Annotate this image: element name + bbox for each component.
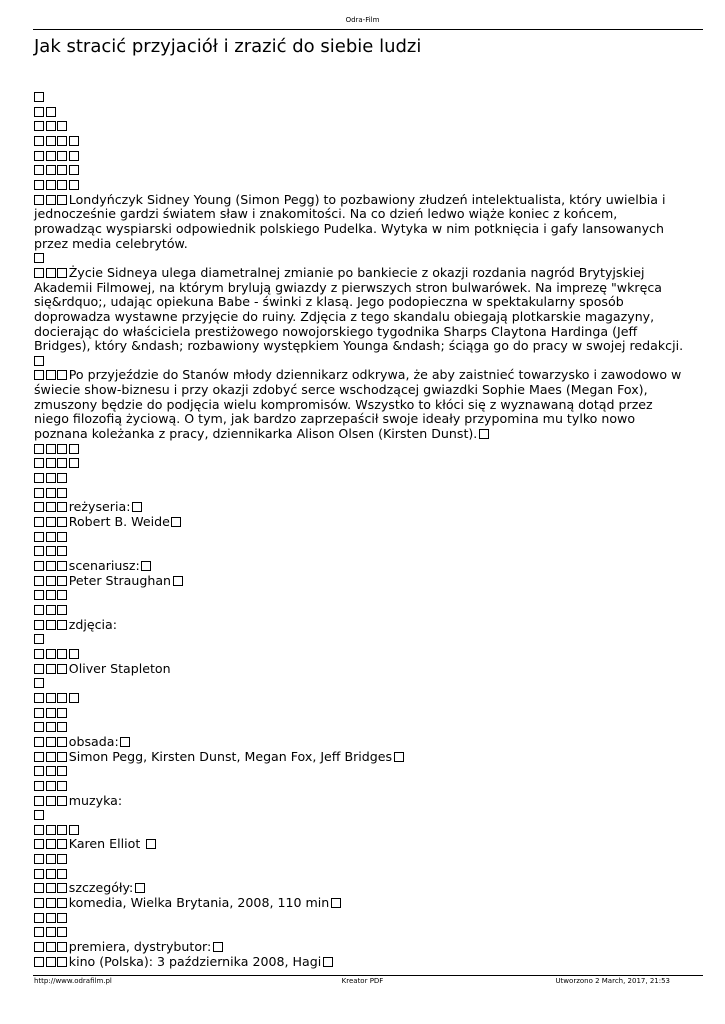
- missing-glyph-box: [57, 839, 67, 849]
- missing-glyph-box: [57, 517, 67, 527]
- missing-glyph-box: [46, 957, 56, 967]
- missing-glyph-box: [34, 576, 44, 586]
- missing-glyph-box: [57, 737, 67, 747]
- text-line: [34, 603, 684, 618]
- text-line: [34, 779, 684, 794]
- line-text: muzyka:: [68, 792, 123, 808]
- missing-glyph-box: [46, 473, 56, 483]
- missing-glyph-box: [34, 913, 44, 923]
- missing-glyph-box: [46, 796, 56, 806]
- missing-glyph-box: [34, 883, 44, 893]
- missing-glyph-box: [46, 517, 56, 527]
- missing-glyph-box: [34, 796, 44, 806]
- missing-glyph-box: [323, 957, 333, 967]
- missing-glyph-box: [57, 444, 67, 454]
- text-line: [34, 852, 684, 867]
- line-text: szczegóły:: [68, 880, 134, 896]
- missing-glyph-box: [46, 107, 56, 117]
- line-text: reżyseria:: [68, 499, 131, 515]
- missing-glyph-box: [34, 942, 44, 952]
- missing-glyph-box: [57, 649, 67, 659]
- missing-glyph-box: [57, 165, 67, 175]
- text-line: [34, 354, 684, 369]
- missing-glyph-box: [34, 517, 44, 527]
- missing-glyph-box: [46, 165, 56, 175]
- missing-glyph-box: [34, 268, 44, 278]
- missing-glyph-box: [46, 825, 56, 835]
- missing-glyph-box: [394, 752, 404, 762]
- missing-glyph-box: [34, 605, 44, 615]
- missing-glyph-box: [46, 502, 56, 512]
- missing-glyph-box: [46, 664, 56, 674]
- missing-glyph-box: [34, 722, 44, 732]
- missing-glyph-box: [34, 370, 44, 380]
- missing-glyph-box: [34, 957, 44, 967]
- missing-glyph-box: [46, 576, 56, 586]
- text-line: [34, 691, 684, 706]
- missing-glyph-box: [46, 444, 56, 454]
- missing-glyph-box: [34, 356, 44, 366]
- missing-glyph-box: [57, 576, 67, 586]
- line-text: kino (Polska): 3 października 2008, Hagi: [68, 953, 322, 969]
- text-line: [34, 149, 684, 164]
- line-text: Robert B. Weide: [68, 514, 170, 530]
- missing-glyph-box: [34, 151, 44, 161]
- missing-glyph-box: [46, 561, 56, 571]
- missing-glyph-box: [34, 708, 44, 718]
- missing-glyph-box: [57, 561, 67, 571]
- missing-glyph-box: [69, 444, 79, 454]
- missing-glyph-box: [46, 488, 56, 498]
- article-body: [34, 90, 684, 969]
- missing-glyph-box: [34, 752, 44, 762]
- line-text: Oliver Stapleton: [68, 660, 171, 676]
- missing-glyph-box: [57, 121, 67, 131]
- line-text: Życie Sidneya ulega diametralnej zmianie po bankiecie z okazji rozdania nagród Brytyjskiej Akademii Filmowej, na którym brylują gwiazdy z pierwszych stron bulwarówek. Na imprezę "wkręca się&rdquo;, udając opiekuna Babe - świnki z klasą. Jego podopieczna w spektakularny sposób doprowadza wystawne przyjęcie do ruiny. Zdjęcia z tego skandalu obiegają plotkarskie magazyny, docierając do właściciela prestiżowego nowojorskiego tygodnika Sharps Claytona Hardinga (Jeff Bridges), który &ndash; rozbawiony występkiem Younga &ndash; ściąga go do pracy w swojej redakcji.: [34, 264, 684, 354]
- missing-glyph-box: [57, 268, 67, 278]
- missing-glyph-box: [34, 649, 44, 659]
- missing-glyph-box: [57, 752, 67, 762]
- missing-glyph-box: [34, 488, 44, 498]
- missing-glyph-box: [46, 869, 56, 879]
- missing-glyph-box: [57, 473, 67, 483]
- missing-glyph-box: [46, 458, 56, 468]
- missing-glyph-box: [213, 942, 223, 952]
- missing-glyph-box: [46, 151, 56, 161]
- text-line: [34, 559, 684, 574]
- text-line: [34, 515, 684, 530]
- text-line: [34, 178, 684, 193]
- text-line: [34, 119, 684, 134]
- missing-glyph-box: [57, 195, 67, 205]
- missing-glyph-box: [34, 693, 44, 703]
- text-line: [34, 647, 684, 662]
- text-line: [34, 134, 684, 149]
- text-line: [34, 500, 684, 515]
- text-line: [34, 735, 684, 750]
- missing-glyph-box: [57, 458, 67, 468]
- missing-glyph-box: [46, 590, 56, 600]
- text-line: [34, 808, 684, 823]
- missing-glyph-box: [57, 546, 67, 556]
- text-line: [34, 574, 684, 589]
- text-line: [34, 662, 684, 677]
- missing-glyph-box: [46, 781, 56, 791]
- missing-glyph-box: [46, 532, 56, 542]
- text-line: [34, 925, 684, 940]
- text-line: [34, 750, 684, 765]
- text-line: [34, 896, 684, 911]
- missing-glyph-box: [34, 195, 44, 205]
- missing-glyph-box: [57, 502, 67, 512]
- header-site-name: Odra-Film: [345, 16, 380, 24]
- missing-glyph-box: [46, 121, 56, 131]
- missing-glyph-box: [57, 708, 67, 718]
- missing-glyph-box: [34, 854, 44, 864]
- line-text: scenariusz:: [68, 558, 140, 573]
- missing-glyph-box: [57, 136, 67, 146]
- missing-glyph-box: [57, 942, 67, 952]
- missing-glyph-box: [34, 180, 44, 190]
- text-line: [34, 881, 684, 896]
- missing-glyph-box: [57, 151, 67, 161]
- line-text: Simon Pegg, Kirsten Dunst, Megan Fox, Jeff Bridges: [68, 748, 393, 764]
- missing-glyph-box: [331, 898, 341, 908]
- missing-glyph-box: [120, 737, 130, 747]
- missing-glyph-box: [46, 942, 56, 952]
- missing-glyph-box: [34, 898, 44, 908]
- line-text: obsada:: [68, 733, 119, 749]
- text-line: [34, 530, 684, 545]
- missing-glyph-box: [34, 107, 44, 117]
- missing-glyph-box: [46, 766, 56, 776]
- missing-glyph-box: [46, 546, 56, 556]
- missing-glyph-box: [57, 766, 67, 776]
- missing-glyph-box: [34, 121, 44, 131]
- missing-glyph-box: [46, 268, 56, 278]
- missing-glyph-box: [146, 839, 156, 849]
- text-line: [34, 837, 684, 852]
- missing-glyph-box: [34, 825, 44, 835]
- line-text: Peter Straughan: [68, 572, 172, 588]
- missing-glyph-box: [46, 136, 56, 146]
- missing-glyph-box: [173, 576, 183, 586]
- missing-glyph-box: [34, 664, 44, 674]
- missing-glyph-box: [46, 620, 56, 630]
- paragraph: [34, 266, 684, 354]
- text-line: [34, 456, 684, 471]
- missing-glyph-box: [34, 927, 44, 937]
- footer-url: http://www.odrafilm.pl: [34, 977, 112, 985]
- missing-glyph-box: [34, 165, 44, 175]
- text-line: [34, 794, 684, 809]
- missing-glyph-box: [57, 180, 67, 190]
- missing-glyph-box: [69, 693, 79, 703]
- missing-glyph-box: [34, 253, 44, 263]
- missing-glyph-box: [46, 927, 56, 937]
- line-text: premiera, dystrybutor:: [68, 939, 212, 955]
- text-line: [34, 823, 684, 838]
- missing-glyph-box: [34, 869, 44, 879]
- missing-glyph-box: [46, 913, 56, 923]
- missing-glyph-box: [479, 429, 489, 439]
- footer-generator: Kreator PDF: [341, 977, 384, 985]
- paragraph: [34, 193, 684, 252]
- missing-glyph-box: [141, 561, 151, 571]
- missing-glyph-box: [69, 649, 79, 659]
- text-line: [34, 676, 684, 691]
- text-line: [34, 251, 684, 266]
- paragraph: [34, 368, 684, 441]
- missing-glyph-box: [46, 605, 56, 615]
- line-text: komedia, Wielka Brytania, 2008, 110 min: [68, 895, 330, 911]
- missing-glyph-box: [34, 502, 44, 512]
- text-line: [34, 706, 684, 721]
- missing-glyph-box: [34, 532, 44, 542]
- missing-glyph-box: [69, 151, 79, 161]
- missing-glyph-box: [34, 839, 44, 849]
- missing-glyph-box: [46, 722, 56, 732]
- missing-glyph-box: [57, 957, 67, 967]
- footer-divider: [33, 975, 703, 976]
- missing-glyph-box: [46, 708, 56, 718]
- missing-glyph-box: [171, 517, 181, 527]
- missing-glyph-box: [34, 473, 44, 483]
- missing-glyph-box: [34, 92, 44, 102]
- missing-glyph-box: [57, 854, 67, 864]
- missing-glyph-box: [57, 664, 67, 674]
- text-line: [34, 105, 684, 120]
- page-title: Jak stracić przyjaciół i zrazić do siebie ludzi: [34, 36, 422, 57]
- missing-glyph-box: [34, 678, 44, 688]
- text-line: [34, 764, 684, 779]
- missing-glyph-box: [46, 839, 56, 849]
- text-line: [34, 90, 684, 105]
- footer-created-date: Utworzono 2 March, 2017, 21:53: [555, 977, 670, 985]
- missing-glyph-box: [46, 898, 56, 908]
- missing-glyph-box: [57, 883, 67, 893]
- missing-glyph-box: [57, 913, 67, 923]
- missing-glyph-box: [57, 898, 67, 908]
- missing-glyph-box: [46, 752, 56, 762]
- missing-glyph-box: [46, 883, 56, 893]
- line-text: zdjęcia:: [68, 616, 118, 632]
- missing-glyph-box: [34, 737, 44, 747]
- line-text: Londyńczyk Sidney Young (Simon Pegg) to pozbawiony złudzeń intelektualista, który uwielbia i jednocześnie gardzi światem sław i znakomitości. Na co dzień ledwo wiąże koniec z końcem, prowadząc wyspiarski odpowiednik polskiego Pudelka. Wytyka w nim potknięcia i gafy lansowanych przez media celebrytów.: [34, 191, 666, 251]
- missing-glyph-box: [34, 781, 44, 791]
- missing-glyph-box: [69, 136, 79, 146]
- text-line: [34, 632, 684, 647]
- text-line: [34, 544, 684, 559]
- missing-glyph-box: [34, 136, 44, 146]
- text-line: [34, 618, 684, 633]
- missing-glyph-box: [57, 869, 67, 879]
- text-line: [34, 940, 684, 955]
- missing-glyph-box: [46, 737, 56, 747]
- missing-glyph-box: [57, 796, 67, 806]
- missing-glyph-box: [57, 370, 67, 380]
- missing-glyph-box: [46, 370, 56, 380]
- missing-glyph-box: [57, 620, 67, 630]
- missing-glyph-box: [34, 620, 44, 630]
- missing-glyph-box: [57, 532, 67, 542]
- missing-glyph-box: [34, 561, 44, 571]
- missing-glyph-box: [34, 444, 44, 454]
- text-line: [34, 720, 684, 735]
- missing-glyph-box: [46, 693, 56, 703]
- text-line: [34, 955, 684, 970]
- missing-glyph-box: [46, 854, 56, 864]
- line-text: Karen Elliot: [68, 836, 145, 852]
- missing-glyph-box: [34, 634, 44, 644]
- missing-glyph-box: [57, 927, 67, 937]
- missing-glyph-box: [69, 825, 79, 835]
- missing-glyph-box: [69, 180, 79, 190]
- missing-glyph-box: [34, 546, 44, 556]
- header-divider: [33, 29, 703, 30]
- missing-glyph-box: [69, 458, 79, 468]
- missing-glyph-box: [132, 502, 142, 512]
- line-text: Po przyjeździe do Stanów młody dziennikarz odkrywa, że aby zaistnieć towarzysko i zawodowo w świecie show-biznesu i przy okazji zdobyć serce wschodzącej gwiazdki Sophie Maes (Megan Fox), zmuszony będzie do podjęcia wielu kompromisów. Wszystko to kłóci się z wyznawaną dotąd przez niego filozofią życiową. O tym, jak bardzo zaprzepaścił swoje ideały przypomina mu tylko nowo poznana koleżanka z pracy, dziennikarka Alison Olsen (Kirsten Dunst).: [34, 367, 682, 442]
- missing-glyph-box: [57, 488, 67, 498]
- text-line: [34, 588, 684, 603]
- text-line: [34, 471, 684, 486]
- missing-glyph-box: [34, 766, 44, 776]
- text-line: [34, 486, 684, 501]
- missing-glyph-box: [69, 165, 79, 175]
- missing-glyph-box: [57, 590, 67, 600]
- text-line: [34, 911, 684, 926]
- missing-glyph-box: [57, 722, 67, 732]
- missing-glyph-box: [57, 693, 67, 703]
- missing-glyph-box: [46, 649, 56, 659]
- missing-glyph-box: [57, 605, 67, 615]
- missing-glyph-box: [57, 781, 67, 791]
- text-line: [34, 163, 684, 178]
- missing-glyph-box: [46, 180, 56, 190]
- missing-glyph-box: [46, 195, 56, 205]
- missing-glyph-box: [34, 590, 44, 600]
- missing-glyph-box: [57, 825, 67, 835]
- text-line: [34, 442, 684, 457]
- missing-glyph-box: [135, 883, 145, 893]
- missing-glyph-box: [34, 810, 44, 820]
- text-line: [34, 867, 684, 882]
- missing-glyph-box: [34, 458, 44, 468]
